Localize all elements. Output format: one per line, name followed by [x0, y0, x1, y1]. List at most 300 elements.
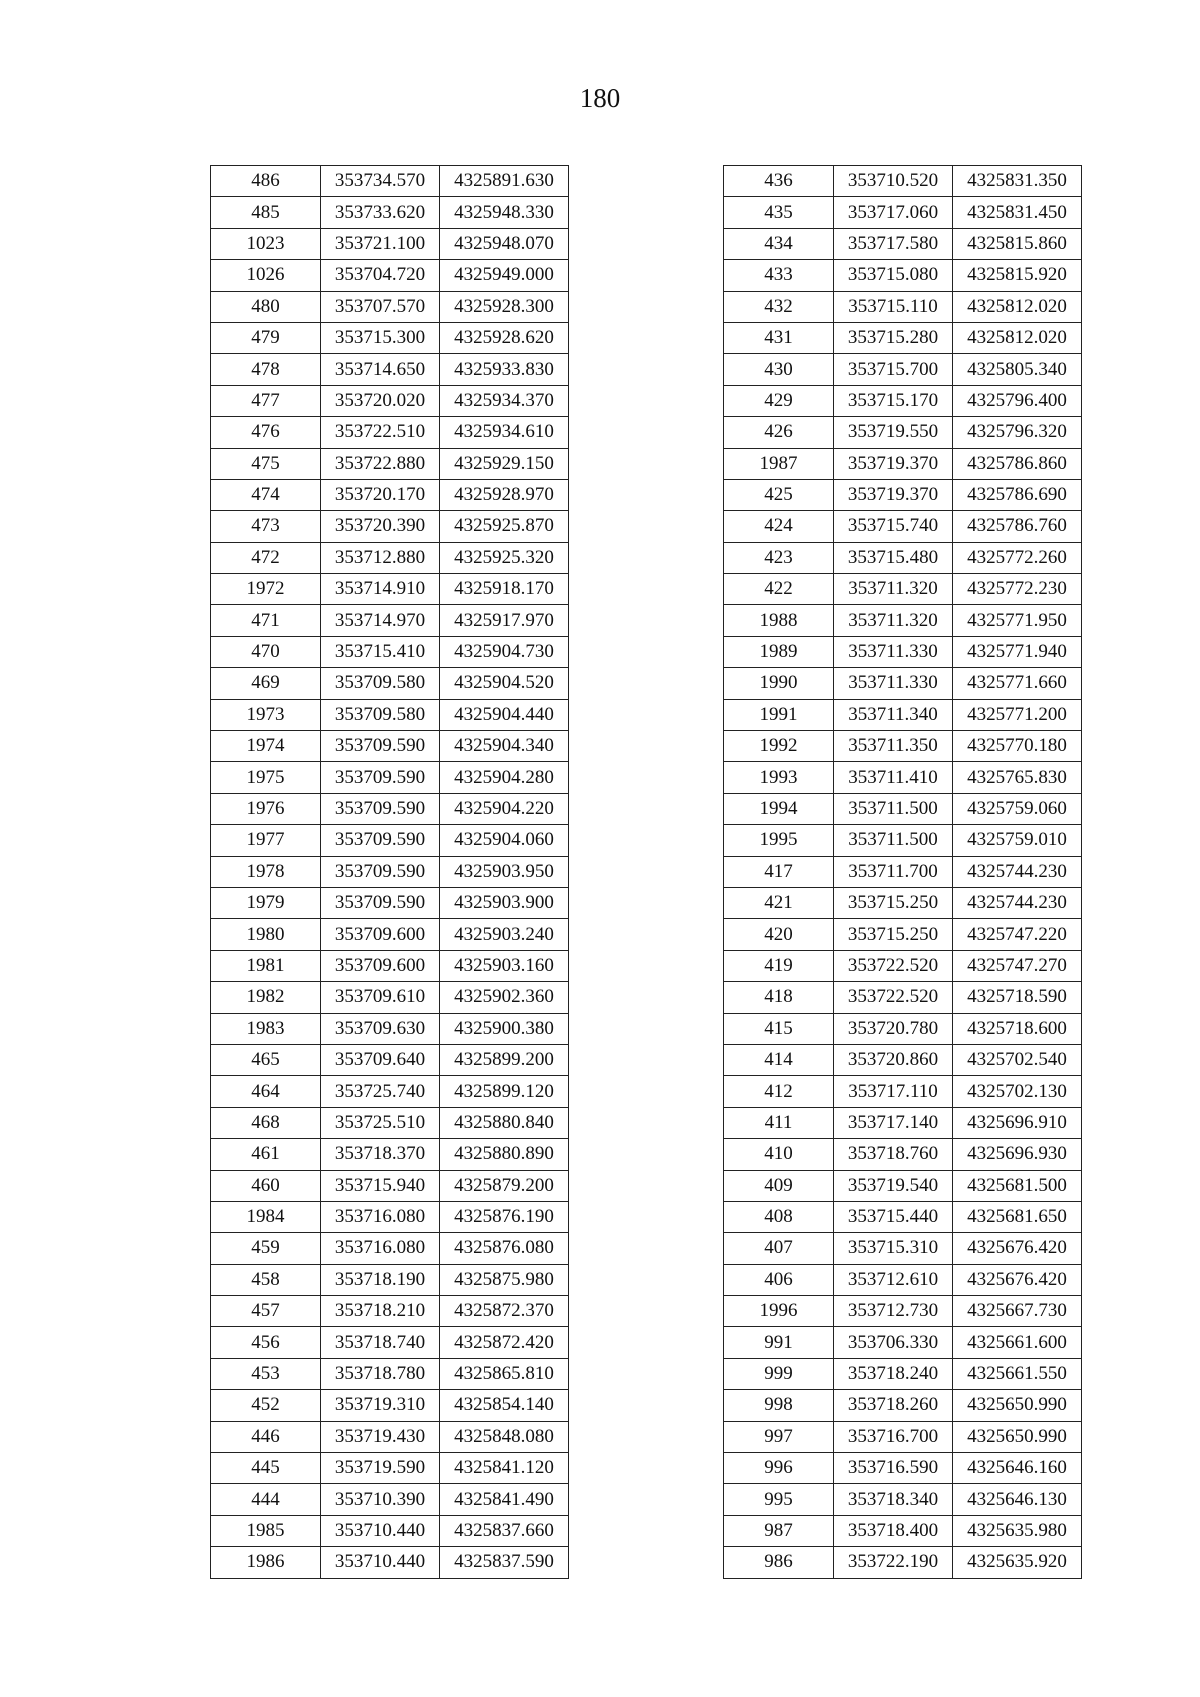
y-coordinate-cell: 4325875.980 [440, 1264, 569, 1295]
x-coordinate-cell: 353715.940 [321, 1170, 440, 1201]
y-coordinate-cell: 4325904.440 [440, 699, 569, 730]
table-row [724, 605, 1082, 636]
page-number: 180 [579, 83, 621, 113]
table-row [724, 731, 1082, 762]
x-coordinate-cell: 353710.390 [321, 1484, 440, 1515]
point-id-cell: 472 [211, 542, 321, 573]
x-coordinate-cell: 353717.580 [834, 228, 953, 259]
y-coordinate-cell: 4325854.140 [440, 1390, 569, 1421]
x-coordinate-cell: 353734.570 [321, 166, 440, 197]
x-coordinate-cell: 353718.340 [834, 1484, 953, 1515]
x-coordinate-cell: 353716.080 [321, 1201, 440, 1232]
table-row [724, 1453, 1082, 1484]
x-coordinate-cell: 353720.390 [321, 511, 440, 542]
point-id-cell: 426 [724, 417, 834, 448]
table-row [211, 1139, 569, 1170]
y-coordinate-cell: 4325661.600 [953, 1327, 1082, 1358]
point-id-cell: 997 [724, 1421, 834, 1452]
y-coordinate-cell: 4325815.920 [953, 260, 1082, 291]
point-id-cell: 470 [211, 636, 321, 667]
point-id-cell: 429 [724, 385, 834, 416]
y-coordinate-cell: 4325771.950 [953, 605, 1082, 636]
x-coordinate-cell: 353715.300 [321, 322, 440, 353]
point-id-cell: 460 [211, 1170, 321, 1201]
x-coordinate-cell: 353711.340 [834, 699, 953, 730]
table-row [211, 1547, 569, 1578]
point-id-cell: 1023 [211, 228, 321, 259]
x-coordinate-cell: 353720.780 [834, 1013, 953, 1044]
x-coordinate-cell: 353711.500 [834, 825, 953, 856]
y-coordinate-cell: 4325831.350 [953, 166, 1082, 197]
y-coordinate-cell: 4325929.150 [440, 448, 569, 479]
table-row [211, 417, 569, 448]
x-coordinate-cell: 353709.590 [321, 762, 440, 793]
point-id-cell: 1982 [211, 982, 321, 1013]
point-id-cell: 471 [211, 605, 321, 636]
x-coordinate-cell: 353725.740 [321, 1076, 440, 1107]
x-coordinate-cell: 353719.370 [834, 479, 953, 510]
point-id-cell: 433 [724, 260, 834, 291]
point-id-cell: 1995 [724, 825, 834, 856]
table-row [211, 354, 569, 385]
y-coordinate-cell: 4325744.230 [953, 856, 1082, 887]
point-id-cell: 420 [724, 919, 834, 950]
x-coordinate-cell: 353706.330 [834, 1327, 953, 1358]
x-coordinate-cell: 353709.590 [321, 856, 440, 887]
x-coordinate-cell: 353715.170 [834, 385, 953, 416]
x-coordinate-cell: 353711.330 [834, 668, 953, 699]
point-id-cell: 436 [724, 166, 834, 197]
x-coordinate-cell: 353718.210 [321, 1296, 440, 1327]
x-coordinate-cell: 353712.880 [321, 542, 440, 573]
table-row [211, 636, 569, 667]
table-row [724, 1107, 1082, 1138]
x-coordinate-cell: 353714.650 [321, 354, 440, 385]
x-coordinate-cell: 353709.640 [321, 1044, 440, 1075]
y-coordinate-cell: 4325928.620 [440, 322, 569, 353]
table-row [211, 385, 569, 416]
point-id-cell: 418 [724, 982, 834, 1013]
point-id-cell: 473 [211, 511, 321, 542]
point-id-cell: 995 [724, 1484, 834, 1515]
y-coordinate-cell: 4325635.980 [953, 1515, 1082, 1546]
point-id-cell: 409 [724, 1170, 834, 1201]
y-coordinate-cell: 4325900.380 [440, 1013, 569, 1044]
y-coordinate-cell: 4325650.990 [953, 1421, 1082, 1452]
x-coordinate-cell: 353722.520 [834, 950, 953, 981]
point-id-cell: 423 [724, 542, 834, 573]
x-coordinate-cell: 353709.610 [321, 982, 440, 1013]
table-row [724, 1327, 1082, 1358]
table-body [211, 166, 569, 1579]
y-coordinate-cell: 4325786.690 [953, 479, 1082, 510]
table-row [211, 574, 569, 605]
point-id-cell: 1978 [211, 856, 321, 887]
table-row [724, 856, 1082, 887]
point-id-cell: 1026 [211, 260, 321, 291]
point-id-cell: 464 [211, 1076, 321, 1107]
y-coordinate-cell: 4325872.370 [440, 1296, 569, 1327]
y-coordinate-cell: 4325786.860 [953, 448, 1082, 479]
table-row [724, 982, 1082, 1013]
y-coordinate-cell: 4325948.330 [440, 197, 569, 228]
y-coordinate-cell: 4325903.900 [440, 887, 569, 918]
x-coordinate-cell: 353711.700 [834, 856, 953, 887]
y-coordinate-cell: 4325771.200 [953, 699, 1082, 730]
point-id-cell: 479 [211, 322, 321, 353]
y-coordinate-cell: 4325903.160 [440, 950, 569, 981]
point-id-cell: 987 [724, 1515, 834, 1546]
table-row [211, 950, 569, 981]
y-coordinate-cell: 4325812.020 [953, 322, 1082, 353]
table-row [724, 511, 1082, 542]
x-coordinate-cell: 353733.620 [321, 197, 440, 228]
point-id-cell: 1972 [211, 574, 321, 605]
x-coordinate-cell: 353711.320 [834, 605, 953, 636]
table-row [211, 856, 569, 887]
table-row [211, 793, 569, 824]
table-row [724, 291, 1082, 322]
point-id-cell: 1984 [211, 1201, 321, 1232]
point-id-cell: 469 [211, 668, 321, 699]
table-row [724, 574, 1082, 605]
x-coordinate-cell: 353715.740 [834, 511, 953, 542]
table-row [211, 1515, 569, 1546]
x-coordinate-cell: 353715.410 [321, 636, 440, 667]
x-coordinate-cell: 353718.740 [321, 1327, 440, 1358]
y-coordinate-cell: 4325841.490 [440, 1484, 569, 1515]
table-row [211, 605, 569, 636]
point-id-cell: 486 [211, 166, 321, 197]
y-coordinate-cell: 4325876.080 [440, 1233, 569, 1264]
y-coordinate-cell: 4325771.940 [953, 636, 1082, 667]
y-coordinate-cell: 4325681.500 [953, 1170, 1082, 1201]
coordinate-table-right [723, 165, 1082, 1579]
x-coordinate-cell: 353720.020 [321, 385, 440, 416]
point-id-cell: 474 [211, 479, 321, 510]
x-coordinate-cell: 353718.370 [321, 1139, 440, 1170]
point-id-cell: 1994 [724, 793, 834, 824]
point-id-cell: 456 [211, 1327, 321, 1358]
point-id-cell: 1980 [211, 919, 321, 950]
y-coordinate-cell: 4325917.970 [440, 605, 569, 636]
x-coordinate-cell: 353716.590 [834, 1453, 953, 1484]
table-row [211, 479, 569, 510]
x-coordinate-cell: 353722.190 [834, 1547, 953, 1578]
x-coordinate-cell: 353715.110 [834, 291, 953, 322]
point-id-cell: 425 [724, 479, 834, 510]
x-coordinate-cell: 353720.170 [321, 479, 440, 510]
table-row [211, 1044, 569, 1075]
table-row [724, 1390, 1082, 1421]
x-coordinate-cell: 353718.780 [321, 1358, 440, 1389]
point-id-cell: 414 [724, 1044, 834, 1075]
x-coordinate-cell: 353717.110 [834, 1076, 953, 1107]
y-coordinate-cell: 4325903.240 [440, 919, 569, 950]
table-row [211, 699, 569, 730]
table-body [724, 166, 1082, 1579]
y-coordinate-cell: 4325718.590 [953, 982, 1082, 1013]
y-coordinate-cell: 4325747.270 [953, 950, 1082, 981]
x-coordinate-cell: 353722.520 [834, 982, 953, 1013]
point-id-cell: 422 [724, 574, 834, 605]
x-coordinate-cell: 353707.570 [321, 291, 440, 322]
x-coordinate-cell: 353718.240 [834, 1358, 953, 1389]
point-id-cell: 459 [211, 1233, 321, 1264]
table-row [211, 448, 569, 479]
y-coordinate-cell: 4325899.120 [440, 1076, 569, 1107]
x-coordinate-cell: 353709.580 [321, 699, 440, 730]
point-id-cell: 1975 [211, 762, 321, 793]
table-row [724, 793, 1082, 824]
point-id-cell: 996 [724, 1453, 834, 1484]
y-coordinate-cell: 4325805.340 [953, 354, 1082, 385]
x-coordinate-cell: 353716.700 [834, 1421, 953, 1452]
point-id-cell: 478 [211, 354, 321, 385]
table-row [211, 197, 569, 228]
y-coordinate-cell: 4325646.130 [953, 1484, 1082, 1515]
point-id-cell: 1993 [724, 762, 834, 793]
point-id-cell: 434 [724, 228, 834, 259]
y-coordinate-cell: 4325933.830 [440, 354, 569, 385]
table-row [724, 1421, 1082, 1452]
x-coordinate-cell: 353719.370 [834, 448, 953, 479]
x-coordinate-cell: 353712.730 [834, 1296, 953, 1327]
x-coordinate-cell: 353720.860 [834, 1044, 953, 1075]
x-coordinate-cell: 353717.140 [834, 1107, 953, 1138]
y-coordinate-cell: 4325904.220 [440, 793, 569, 824]
x-coordinate-cell: 353709.590 [321, 825, 440, 856]
y-coordinate-cell: 4325925.870 [440, 511, 569, 542]
x-coordinate-cell: 353722.510 [321, 417, 440, 448]
table-row [211, 1076, 569, 1107]
point-id-cell: 415 [724, 1013, 834, 1044]
table-row [211, 668, 569, 699]
y-coordinate-cell: 4325796.400 [953, 385, 1082, 416]
point-id-cell: 1973 [211, 699, 321, 730]
y-coordinate-cell: 4325928.300 [440, 291, 569, 322]
y-coordinate-cell: 4325772.230 [953, 574, 1082, 605]
y-coordinate-cell: 4325903.950 [440, 856, 569, 887]
y-coordinate-cell: 4325812.020 [953, 291, 1082, 322]
x-coordinate-cell: 353719.310 [321, 1390, 440, 1421]
point-id-cell: 485 [211, 197, 321, 228]
x-coordinate-cell: 353721.100 [321, 228, 440, 259]
point-id-cell: 446 [211, 1421, 321, 1452]
x-coordinate-cell: 353722.880 [321, 448, 440, 479]
x-coordinate-cell: 353718.400 [834, 1515, 953, 1546]
table-row [211, 1484, 569, 1515]
point-id-cell: 1981 [211, 950, 321, 981]
x-coordinate-cell: 353709.590 [321, 731, 440, 762]
x-coordinate-cell: 353715.310 [834, 1233, 953, 1264]
y-coordinate-cell: 4325934.370 [440, 385, 569, 416]
x-coordinate-cell: 353719.590 [321, 1453, 440, 1484]
table-row [724, 825, 1082, 856]
table-row [724, 950, 1082, 981]
table-row [211, 1233, 569, 1264]
y-coordinate-cell: 4325876.190 [440, 1201, 569, 1232]
point-id-cell: 1988 [724, 605, 834, 636]
table-row [724, 448, 1082, 479]
point-id-cell: 461 [211, 1139, 321, 1170]
x-coordinate-cell: 353715.480 [834, 542, 953, 573]
x-coordinate-cell: 353715.080 [834, 260, 953, 291]
y-coordinate-cell: 4325718.600 [953, 1013, 1082, 1044]
table-row [211, 1107, 569, 1138]
y-coordinate-cell: 4325918.170 [440, 574, 569, 605]
point-id-cell: 1976 [211, 793, 321, 824]
y-coordinate-cell: 4325904.060 [440, 825, 569, 856]
table-row [211, 825, 569, 856]
point-id-cell: 408 [724, 1201, 834, 1232]
point-id-cell: 417 [724, 856, 834, 887]
table-row [724, 1201, 1082, 1232]
table-row [211, 1358, 569, 1389]
x-coordinate-cell: 353704.720 [321, 260, 440, 291]
x-coordinate-cell: 353719.430 [321, 1421, 440, 1452]
table-row [724, 1170, 1082, 1201]
y-coordinate-cell: 4325681.650 [953, 1201, 1082, 1232]
y-coordinate-cell: 4325948.070 [440, 228, 569, 259]
y-coordinate-cell: 4325702.130 [953, 1076, 1082, 1107]
point-id-cell: 477 [211, 385, 321, 416]
table-row [724, 1013, 1082, 1044]
y-coordinate-cell: 4325765.830 [953, 762, 1082, 793]
point-id-cell: 480 [211, 291, 321, 322]
point-id-cell: 468 [211, 1107, 321, 1138]
point-id-cell: 430 [724, 354, 834, 385]
y-coordinate-cell: 4325696.910 [953, 1107, 1082, 1138]
x-coordinate-cell: 353710.520 [834, 166, 953, 197]
y-coordinate-cell: 4325880.840 [440, 1107, 569, 1138]
y-coordinate-cell: 4325904.520 [440, 668, 569, 699]
x-coordinate-cell: 353709.600 [321, 950, 440, 981]
point-id-cell: 991 [724, 1327, 834, 1358]
y-coordinate-cell: 4325902.360 [440, 982, 569, 1013]
point-id-cell: 421 [724, 887, 834, 918]
table-row [211, 291, 569, 322]
x-coordinate-cell: 353725.510 [321, 1107, 440, 1138]
y-coordinate-cell: 4325772.260 [953, 542, 1082, 573]
y-coordinate-cell: 4325650.990 [953, 1390, 1082, 1421]
y-coordinate-cell: 4325786.760 [953, 511, 1082, 542]
table-row [724, 260, 1082, 291]
table-row [724, 354, 1082, 385]
y-coordinate-cell: 4325770.180 [953, 731, 1082, 762]
point-id-cell: 411 [724, 1107, 834, 1138]
table-row [211, 166, 569, 197]
point-id-cell: 1974 [211, 731, 321, 762]
point-id-cell: 1983 [211, 1013, 321, 1044]
y-coordinate-cell: 4325837.590 [440, 1547, 569, 1578]
x-coordinate-cell: 353711.330 [834, 636, 953, 667]
point-id-cell: 1979 [211, 887, 321, 918]
x-coordinate-cell: 353710.440 [321, 1515, 440, 1546]
point-id-cell: 457 [211, 1296, 321, 1327]
point-id-cell: 999 [724, 1358, 834, 1389]
table-row [211, 260, 569, 291]
point-id-cell: 453 [211, 1358, 321, 1389]
x-coordinate-cell: 353715.700 [834, 354, 953, 385]
table-row [724, 919, 1082, 950]
y-coordinate-cell: 4325796.320 [953, 417, 1082, 448]
table-row [211, 511, 569, 542]
point-id-cell: 424 [724, 511, 834, 542]
x-coordinate-cell: 353712.610 [834, 1264, 953, 1295]
x-coordinate-cell: 353711.500 [834, 793, 953, 824]
x-coordinate-cell: 353715.440 [834, 1201, 953, 1232]
table-row [724, 762, 1082, 793]
y-coordinate-cell: 4325891.630 [440, 166, 569, 197]
table-row [211, 1421, 569, 1452]
y-coordinate-cell: 4325865.810 [440, 1358, 569, 1389]
table-row [724, 322, 1082, 353]
coordinate-table-left [210, 165, 569, 1579]
table-row [724, 1264, 1082, 1295]
table-row [211, 919, 569, 950]
table-row [724, 228, 1082, 259]
y-coordinate-cell: 4325696.930 [953, 1139, 1082, 1170]
table-row [211, 1201, 569, 1232]
table-row [724, 166, 1082, 197]
y-coordinate-cell: 4325771.660 [953, 668, 1082, 699]
x-coordinate-cell: 353710.440 [321, 1547, 440, 1578]
x-coordinate-cell: 353715.280 [834, 322, 953, 353]
point-id-cell: 432 [724, 291, 834, 322]
point-id-cell: 458 [211, 1264, 321, 1295]
table-row [724, 1358, 1082, 1389]
point-id-cell: 419 [724, 950, 834, 981]
y-coordinate-cell: 4325667.730 [953, 1296, 1082, 1327]
point-id-cell: 1992 [724, 731, 834, 762]
x-coordinate-cell: 353709.590 [321, 887, 440, 918]
point-id-cell: 475 [211, 448, 321, 479]
point-id-cell: 1990 [724, 668, 834, 699]
x-coordinate-cell: 353715.250 [834, 887, 953, 918]
point-id-cell: 476 [211, 417, 321, 448]
table-row [724, 699, 1082, 730]
table-row [724, 1233, 1082, 1264]
point-id-cell: 1996 [724, 1296, 834, 1327]
x-coordinate-cell: 353711.350 [834, 731, 953, 762]
table-row [211, 1264, 569, 1295]
table-row [724, 887, 1082, 918]
table-row [211, 1390, 569, 1421]
table-row [211, 322, 569, 353]
x-coordinate-cell: 353709.600 [321, 919, 440, 950]
table-row [724, 1515, 1082, 1546]
table-row [211, 1453, 569, 1484]
x-coordinate-cell: 353718.760 [834, 1139, 953, 1170]
table-row [724, 636, 1082, 667]
y-coordinate-cell: 4325841.120 [440, 1453, 569, 1484]
point-id-cell: 452 [211, 1390, 321, 1421]
table-row [211, 1296, 569, 1327]
table-row [211, 731, 569, 762]
y-coordinate-cell: 4325676.420 [953, 1233, 1082, 1264]
x-coordinate-cell: 353718.260 [834, 1390, 953, 1421]
point-id-cell: 986 [724, 1547, 834, 1578]
y-coordinate-cell: 4325661.550 [953, 1358, 1082, 1389]
table-row [724, 1044, 1082, 1075]
x-coordinate-cell: 353716.080 [321, 1233, 440, 1264]
y-coordinate-cell: 4325934.610 [440, 417, 569, 448]
point-id-cell: 410 [724, 1139, 834, 1170]
table-row [724, 1076, 1082, 1107]
x-coordinate-cell: 353714.970 [321, 605, 440, 636]
y-coordinate-cell: 4325879.200 [440, 1170, 569, 1201]
